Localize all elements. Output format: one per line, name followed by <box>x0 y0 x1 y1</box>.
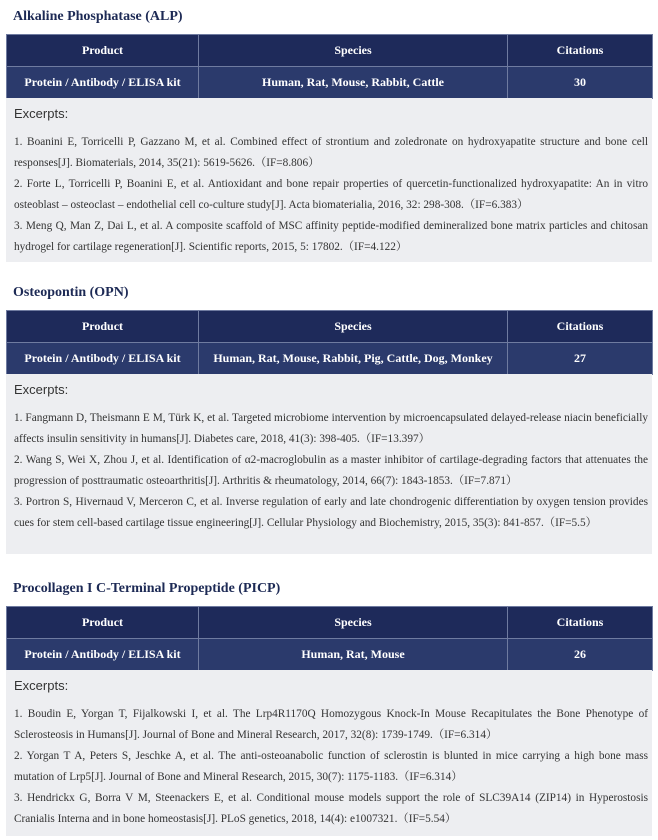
reference-list <box>14 132 648 258</box>
table-header-row <box>7 607 653 639</box>
cell-species: Human, Rat, Mouse, Rabbit, Cattle <box>199 67 508 99</box>
cell-species: Human, Rat, Mouse, Rabbit, Pig, Cattle, Dog, Monkey <box>199 343 508 375</box>
section-picp <box>6 572 652 840</box>
table-header-row <box>7 35 653 67</box>
reference-list <box>14 704 648 830</box>
header-citations: Citations <box>508 35 653 67</box>
excerpts-box <box>6 374 652 554</box>
reference-item: 1. Boanini E, Torricelli P, Gazzano M, et al. Combined effect of strontium and zoledronate on hydroxyapatite structure and bone cell responses[J]. Biomaterials, 2014, 35(21): 5619-5626.（IF=8.806） <box>14 136 648 169</box>
header-species: Species <box>199 35 508 67</box>
cell-product: Protein / Antibody / ELISA kit <box>7 639 199 671</box>
cell-citations: 26 <box>508 639 653 671</box>
section-title: Procollagen I C-Terminal Propeptide (PICP) <box>13 581 281 596</box>
reference-item: 1. Boudin E, Yorgan T, Fijalkowski I, et al. The Lrp4R1170Q Homozygous Knock-In Mouse Recapitulates the Bone Phenotype of Sclerosteosis in Humans[J]. Journal of Bone and Mineral Research, 2017, 32(8): 1739-1749.（IF=6.314） <box>14 708 648 741</box>
reference-item: 3. Portron S, Hivernaud V, Merceron C, et al. Inverse regulation of early and late chondrogenic differentiation by oxygen tension provides cues for stem cell-based cartilage tissue engineering[J]. Cellular Physiology and Biochemistry, 2015, 35(3): 841-857.（IF=5.5） <box>14 496 648 529</box>
excerpts-label: Excerpts: <box>14 382 69 397</box>
excerpts-box <box>6 98 652 262</box>
excerpts-label: Excerpts: <box>14 106 69 121</box>
section-title: Alkaline Phosphatase (ALP) <box>13 9 183 24</box>
section-title: Osteopontin (OPN) <box>13 285 129 300</box>
header-product: Product <box>7 607 199 639</box>
table-row <box>7 639 653 671</box>
cell-citations: 30 <box>508 67 653 99</box>
table-row <box>7 67 653 99</box>
reference-item: 2. Wang S, Wei X, Zhou J, et al. Identification of α2-macroglobulin as a master inhibitor of cartilage-degrading factors that attenuates the progression of posttraumatic osteoarthritis[J]. Arthritis & rheumatology, 2014, 66(7): 1843-1853.（IF=7.871） <box>14 454 648 487</box>
section-opn <box>6 276 652 558</box>
excerpts-label: Excerpts: <box>14 678 69 693</box>
section-alp <box>6 0 652 270</box>
reference-item: 2. Forte L, Torricelli P, Boanini E, et al. Antioxidant and bone repair properties of quercetin-functionalized hydroxyapatite: An in vitro osteoblast – osteoclast – endothelial cell co-culture study[J]. Acta biomaterialia, 2016, 32: 298-308.（IF=6.383） <box>14 178 648 211</box>
reference-item: 2. Yorgan T A, Peters S, Jeschke A, et al. The anti-osteoanabolic function of sclerostin is blunted in mice carrying a high bone mass mutation of Lrp5[J]. Journal of Bone and Mineral Research, 2015, 30(7): 1175-1183.（IF=6.314） <box>14 750 648 783</box>
header-species: Species <box>199 607 508 639</box>
product-table <box>6 34 653 99</box>
reference-item: 1. Fangmann D, Theismann E M, Türk K, et al. Targeted microbiome intervention by microencapsulated delayed-release niacin beneficially affects insulin sensitivity in humans[J]. Diabetes care, 2018, 41(3): 398-405.（IF=13.397） <box>14 412 648 445</box>
product-table <box>6 606 653 671</box>
cell-citations: 27 <box>508 343 653 375</box>
header-citations: Citations <box>508 607 653 639</box>
header-product: Product <box>7 311 199 343</box>
table-row <box>7 343 653 375</box>
product-table <box>6 310 653 375</box>
cell-product: Protein / Antibody / ELISA kit <box>7 343 199 375</box>
header-product: Product <box>7 35 199 67</box>
reference-item: 3. Meng Q, Man Z, Dai L, et al. A composite scaffold of MSC affinity peptide-modified demineralized bone matrix particles and chitosan hydrogel for cartilage regeneration[J]. Scientific reports, 2015, 5: 17802.（IF=4.122） <box>14 220 648 253</box>
header-species: Species <box>199 311 508 343</box>
cell-species: Human, Rat, Mouse <box>199 639 508 671</box>
cell-product: Protein / Antibody / ELISA kit <box>7 67 199 99</box>
table-header-row <box>7 311 653 343</box>
reference-list <box>14 408 648 534</box>
header-citations: Citations <box>508 311 653 343</box>
excerpts-box <box>6 670 652 836</box>
reference-item: 3. Hendrickx G, Borra V M, Steenackers E, et al. Conditional mouse models support the role of SLC39A14 (ZIP14) in Hyperostosis Cranialis Interna and in bone homeostasis[J]. PLoS genetics, 2018, 14(4): e1007321.（IF=5.54） <box>14 792 648 825</box>
